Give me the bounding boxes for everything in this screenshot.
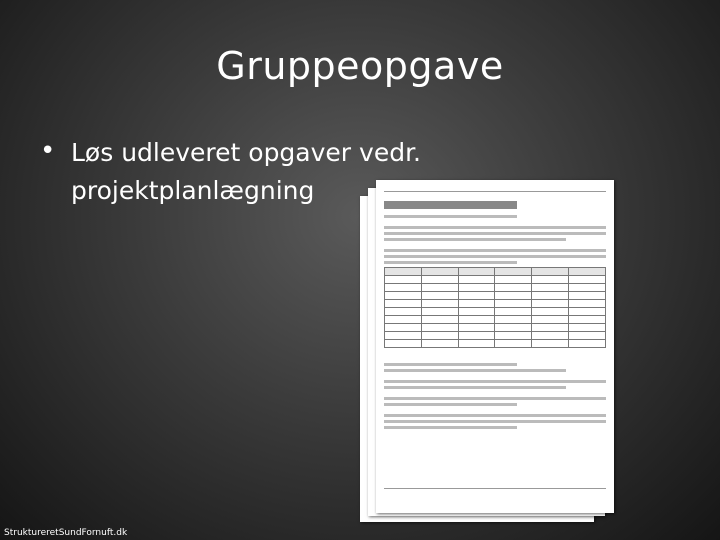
document-header-rule [384, 186, 606, 192]
document-text-line [384, 255, 606, 258]
document-footer-rule [384, 488, 606, 489]
document-page-content [384, 186, 606, 507]
document-heading-bar [384, 201, 606, 209]
document-text-line [384, 426, 517, 429]
document-text-line [384, 397, 606, 400]
document-text-line [384, 226, 606, 229]
bullet-text: Løs udleveret opgaver vedr. projektplanlægning [71, 138, 421, 205]
footer-text: StruktureretSundFornuft.dk [4, 528, 128, 538]
document-text-line [384, 380, 606, 383]
bullet-icon: • [40, 136, 56, 166]
document-text-line [384, 414, 606, 417]
document-text-line [384, 420, 606, 423]
document-text-line [384, 363, 517, 366]
document-table [384, 267, 606, 348]
document-text-line [384, 232, 606, 235]
slide-title: Gruppeopgave [216, 44, 504, 88]
document-page-front [376, 180, 614, 513]
document-text-line [384, 249, 606, 252]
document-text-line [384, 261, 517, 264]
